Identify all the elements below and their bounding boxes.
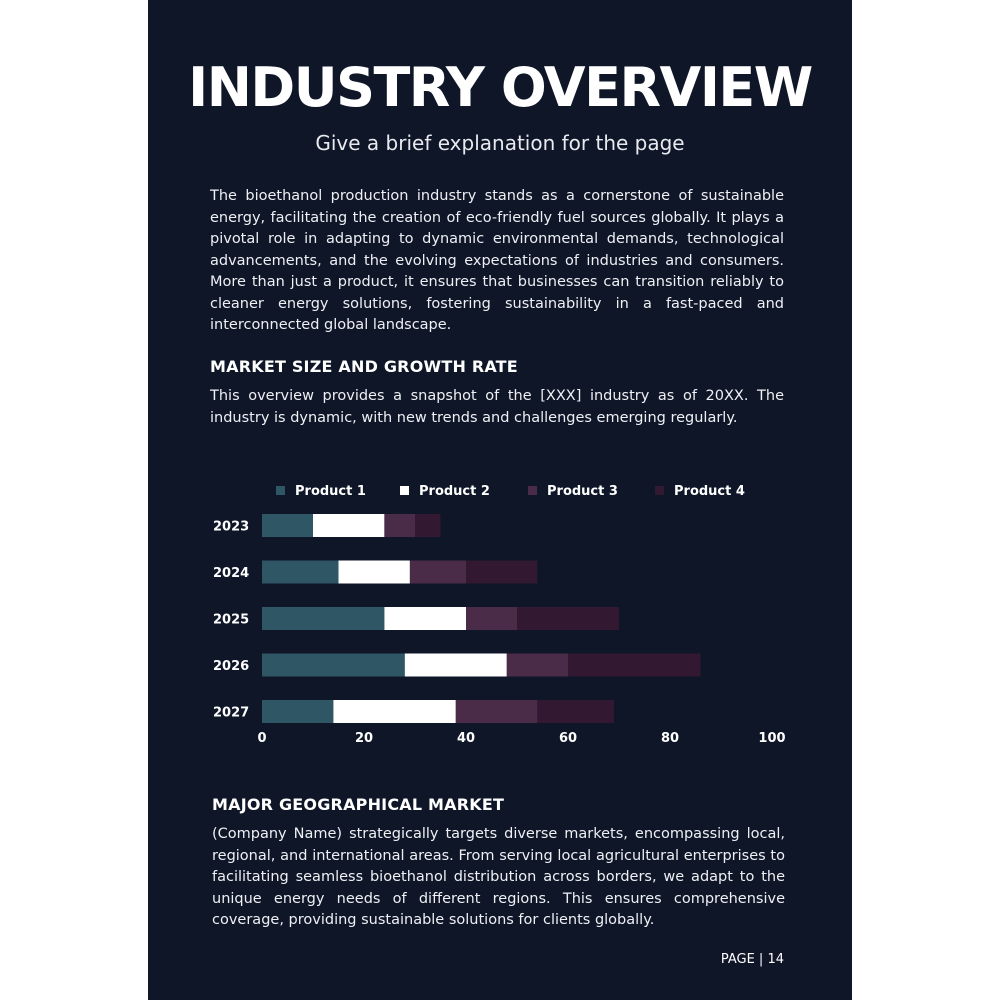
page-subtitle: Give a brief explanation for the page bbox=[315, 131, 685, 155]
chart-x-ticks bbox=[257, 731, 785, 746]
page-number: PAGE | 14 bbox=[720, 952, 784, 967]
bar-2027-product-3 bbox=[456, 700, 538, 723]
x-tick-40: 40 bbox=[456, 731, 476, 746]
bar-2023-product-3 bbox=[384, 514, 415, 537]
legend-label-3: Product 3 bbox=[547, 484, 618, 499]
market-heading: MARKET SIZE AND GROWTH RATE bbox=[210, 357, 518, 376]
geo-heading: MAJOR GEOGRAPHICAL MARKET bbox=[212, 795, 505, 814]
chart-bars bbox=[262, 514, 701, 723]
x-tick-100: 100 bbox=[758, 731, 786, 746]
legend-swatch-2 bbox=[400, 486, 409, 495]
bar-2025-product-1 bbox=[262, 607, 384, 630]
x-tick-20: 20 bbox=[354, 731, 374, 746]
bar-2027-product-4 bbox=[537, 700, 614, 723]
bar-2025-product-3 bbox=[466, 607, 517, 630]
bar-2024-product-4 bbox=[466, 561, 537, 584]
document-page bbox=[148, 0, 852, 1000]
x-tick-60: 60 bbox=[558, 731, 578, 746]
category-label-2024: 2024 bbox=[213, 566, 250, 581]
category-label-2027: 2027 bbox=[213, 705, 250, 721]
category-label-2025: 2025 bbox=[213, 612, 250, 628]
bar-2026-product-2 bbox=[405, 654, 507, 677]
legend-swatch-4 bbox=[655, 486, 664, 495]
category-label-2023: 2023 bbox=[213, 519, 250, 535]
bar-2027-product-1 bbox=[262, 700, 333, 723]
bar-2026-product-3 bbox=[507, 654, 568, 677]
bar-2024-product-2 bbox=[339, 561, 410, 584]
legend-label-4: Product 4 bbox=[674, 484, 745, 499]
bar-2025-product-4 bbox=[517, 607, 619, 630]
bar-2026-product-4 bbox=[568, 654, 701, 677]
bar-2024-product-3 bbox=[410, 561, 466, 584]
stacked-bar-chart bbox=[148, 470, 852, 755]
geo-paragraph: (Company Name) strategically targets diverse markets, encompassing local, regional, and international areas. From serving local agricultural enterprises to facilitating seamless bioethanol distribution across borders, we adapt to the unique energy needs of different regions. This ensures comprehensive coverage, providing sustainable solutions for clients globally. bbox=[212, 826, 785, 928]
legend-label-2: Product 2 bbox=[419, 484, 490, 499]
bar-2024-product-1 bbox=[262, 561, 339, 584]
chart-category-labels bbox=[213, 520, 249, 721]
bar-2026-product-1 bbox=[262, 654, 405, 677]
category-label-2026: 2026 bbox=[213, 659, 250, 674]
page-title: INDUSTRY OVERVIEW bbox=[188, 56, 812, 119]
bar-2023-product-4 bbox=[415, 514, 441, 537]
bar-2027-product-2 bbox=[333, 700, 455, 723]
legend-swatch-3 bbox=[528, 486, 537, 495]
market-paragraph: This overview provides a snapshot of the [XXX] industry as of 20XX. The industry is dynamic, with new trends and challenges emerging regularly. bbox=[210, 388, 784, 426]
bar-2025-product-2 bbox=[384, 607, 466, 630]
bar-2023-product-1 bbox=[262, 514, 313, 537]
intro-paragraph: The bioethanol production industry stands as a cornerstone of sustainable energy, facilitating the creation of eco-friendly fuel sources globally. It plays a pivotal role in adapting to dynamic environmental demands, technological advancements, and the evolving expectations of industries and consumers. More than just a product, it ensures that businesses can transition reliably to cleaner energy solutions, fostering sustainability in a fast-paced and interconnected global landscape. bbox=[210, 188, 784, 333]
bar-2023-product-2 bbox=[313, 514, 384, 537]
legend-label-1: Product 1 bbox=[295, 484, 366, 499]
x-tick-0: 0 bbox=[257, 731, 267, 746]
x-tick-80: 80 bbox=[660, 731, 680, 746]
legend-swatch-1 bbox=[276, 486, 285, 495]
chart-legend bbox=[276, 484, 745, 499]
